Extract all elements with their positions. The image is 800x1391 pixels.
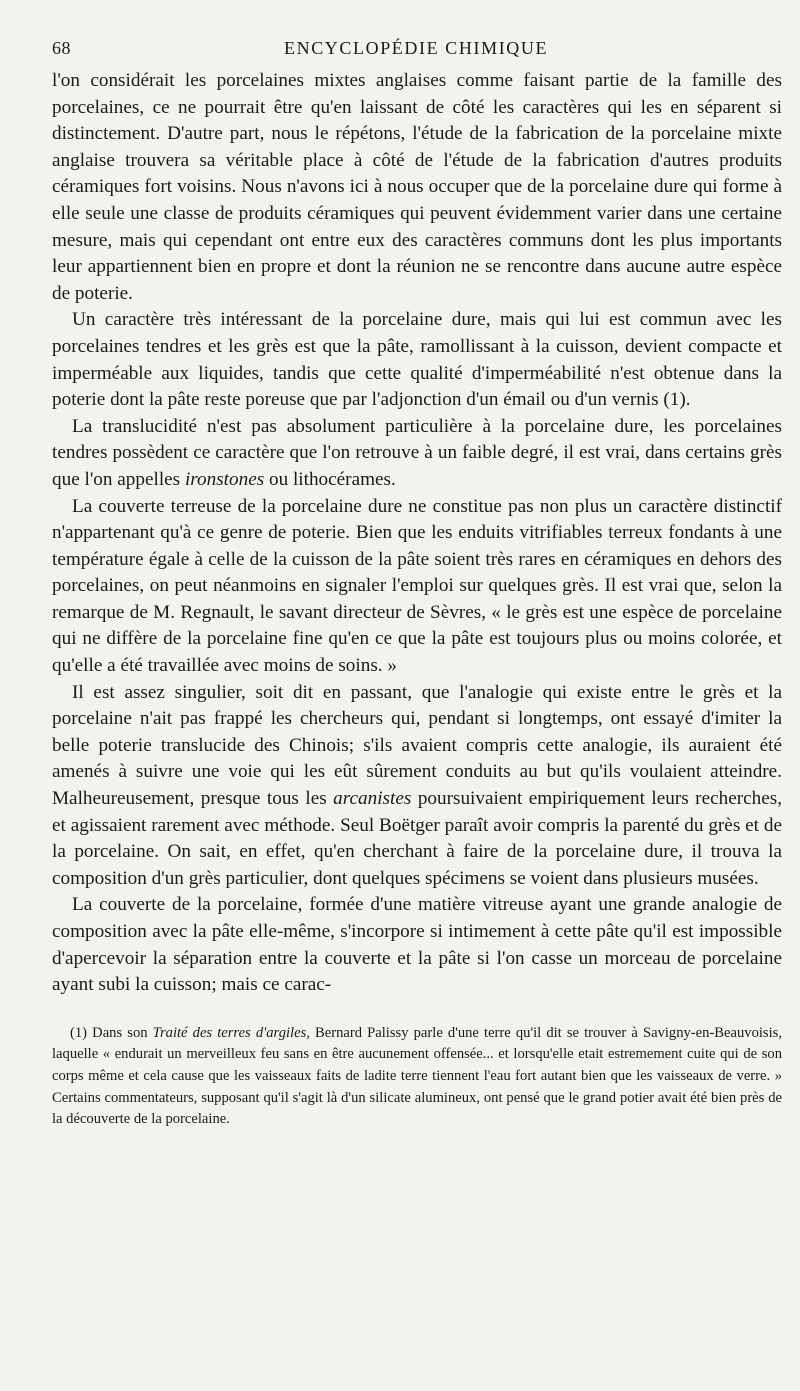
footnotes <box>52 1023 782 1131</box>
paragraph-5 <box>52 680 782 893</box>
paragraph-text-before: La translucidité n'est pas absolument particulière à la porcelaine dure, les porcelaines tendres possèdent ce caractère que l'on retrouve à un faible degré, il est vrai, dans certains grès que l'on appelles <box>52 415 782 490</box>
footnote-italic-title: Traité des terres d'argiles <box>152 1024 307 1041</box>
running-title: ENCYCLOPÉDIE CHIMIQUE <box>284 38 549 58</box>
paragraph-text: La couverte terreuse de la porcelaine dure ne constitue pas non plus un caractère distinctif n'appartenant qu'à ce genre de poterie. Bien que les enduits vitrifiables terreux fondants à une température égale à celle de la cuisson de la pâte soient très rares en céramiques en dehors des porcelaines, on peut néanmoins en signaler l'emploi sur quelques grès. Il est vrai que, selon la remarque de M. Regnault, le savant directeur de Sèvres, « le grès est une espèce de porcelaine qui ne diffère de la porcelaine fine qu'en ce que la pâte est toujours plus ou moins colorée, et qu'elle a été travaillée avec moins de soins. » <box>52 495 782 677</box>
document-page <box>52 38 782 1131</box>
footnote-mark: (1) <box>70 1024 88 1041</box>
paragraph-text-after: poursuivaient empiriquement leurs recherches, et agissaient rarement avec méthode. Seul Boëtger paraît avoir compris la parenté du grès et de la porcelaine. On sait, en effet, qu'en cherchant à faire de la porcelaine dure, il trouva la composition d'un grès particulier, dont quelques spécimens se voient dans plusieurs musées. <box>52 788 782 889</box>
italic-term: arcanistes <box>333 788 412 810</box>
paragraph-text-before: Il est assez singulier, soit dit en passant, que l'analogie qui existe entre le grès et la porcelaine n'ait pas frappé les chercheurs qui, pendant si longtemps, ont essayé d'imiter la belle poterie translucide des Chinois; s'ils avaient compris cette analogie, ils auraient été amenés à suivre une voie qui les eût sûrement conduits au but qu'ils voulaient atteindre. Malheureusement, presque tous les <box>52 681 782 810</box>
footnote-text-after: , Bernard Palissy parle d'une terre qu'il dit se trouver à Savigny-en-Beauvoisis, laquelle « endurait un merveilleux feu sans en être aucunement offensée... et lorsqu'elle etait estremement cuite qui de son corps même et cela cause que les vaisseaux faits de ladite terre tiennent l'eau fort autant bien que les vaisseaux de verre. » Certains commentateurs, supposant qu'il s'agit là d'un silicate alumineux, ont pensé que le grand potier avait été bien près de la découverte de la porcelaine. <box>52 1024 782 1128</box>
italic-term: ironstones <box>184 468 265 490</box>
paragraph-3 <box>52 414 782 494</box>
paragraph-text: Un caractère très intéressant de la porcelaine dure, mais qui lui est commun avec les porcelaines tendres et les grès est que la pâte, ramollissant à la cuisson, devient compacte et imperméable aux liquides, tandis que cette qualité d'imperméabilité n'est obtenue dans la poterie dont la pâte reste poreuse que par l'adjonction d'un émail ou d'un vernis (1). <box>52 309 782 411</box>
page-number: 68 <box>52 38 71 58</box>
paragraph-6 <box>52 892 782 998</box>
paragraph-text: La couverte de la porcelaine, formée d'une matière vitreuse ayant une grande analogie de composition avec la pâte elle-même, s'incorpore si intimement à cette pâte qu'il est impossible d'apercevoir la séparation entre la couverte et la pâte si l'on casse un morceau de porcelaine ayant subi la cuisson; mais ce carac- <box>52 894 782 996</box>
body-text <box>52 68 782 999</box>
footnote-text-before: Dans son <box>87 1024 153 1041</box>
footnote-1 <box>52 1023 782 1131</box>
paragraph-text-after: ou lithocérames. <box>264 468 396 490</box>
paragraph-1 <box>52 68 782 307</box>
page-header <box>52 38 782 68</box>
paragraph-4 <box>52 494 782 680</box>
paragraph-text: l'on considérait les porcelaines mixtes anglaises comme faisant partie de la famille des porcelaines, ce ne pourrait être qu'en laissant de côté les caractères qui les en séparent si distinctement. D'autre part, nous le répétons, l'étude de la fabrication de la porcelaine mixte anglaise trouvera sa véritable place à côté de l'étude de la fabrication d'autres produits céramiques fort voisins. Nous n'avons ici à nous occuper que de la porcelaine dure qui forme à elle seule une classe de produits céramiques qui peuvent évidemment varier dans une certaine mesure, mais qui cependant ont entre eux des caractères communs dont les plus importants leur appartiennent bien en propre et dont la réunion ne se rencontre dans aucune autre espèce de poterie. <box>52 70 782 304</box>
paragraph-2 <box>52 307 782 413</box>
